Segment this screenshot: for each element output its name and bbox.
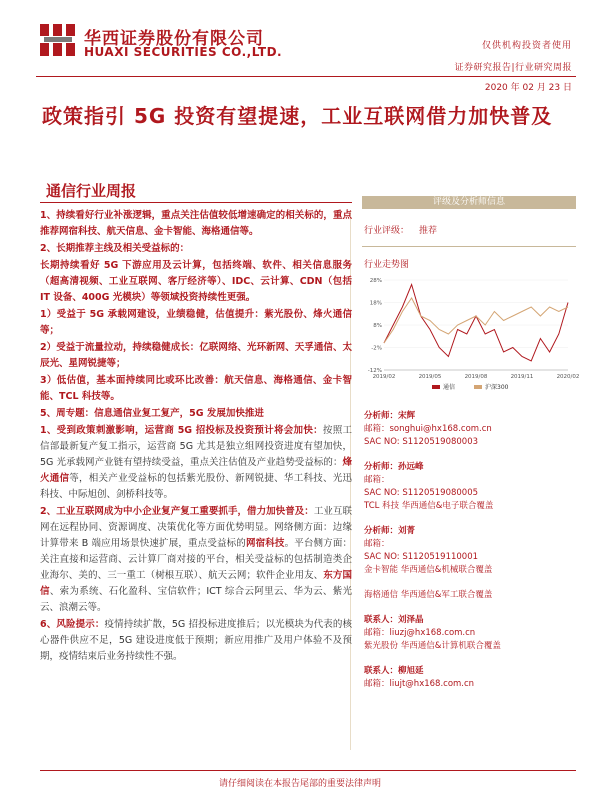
- paragraph-heading: 2、工业互联网成为中小企业复产复工重要抓手，借力加快普及：: [40, 506, 314, 517]
- legend-label: 沪深300: [485, 384, 509, 391]
- x-tick-label: 2020/02: [556, 374, 580, 380]
- analyst-name: 分析师：宋辉: [364, 411, 416, 421]
- chart-title: 行业走势图: [364, 260, 410, 270]
- company-name-cn: 华西证券股份有限公司: [84, 29, 264, 49]
- analyst-coverage: 金卡智能 华西通信&机械联合覆盖: [364, 565, 493, 575]
- x-tick-label: 2019/11: [510, 374, 534, 380]
- analyst-entry: [362, 589, 576, 602]
- paragraph-heading: 1、受到政策刺激影响，运营商 5G 招投标及投资预计将会加快：: [40, 425, 323, 436]
- series-line-telecom: [384, 285, 568, 362]
- report-header: [0, 0, 600, 100]
- analyst-email[interactable]: 邮箱：liujt@hx168.com.cn: [364, 679, 475, 689]
- paragraph-text: 按照工信部最新复产复工指示，运营商 5G 尤其是独立组网投资进度有望加快，5G 光承载网产业链有望持续受益，重点关注估值及产业趋势受益标的：: [40, 425, 352, 468]
- y-tick-label: 28%: [369, 278, 382, 284]
- analyst-list: [362, 410, 576, 691]
- analyst-sac: SAC NO: S1120519080005: [364, 488, 479, 498]
- huaxi-logo-icon: [38, 22, 78, 58]
- analyst-name: 分析师：刘菁: [364, 526, 416, 536]
- x-tick-label: 2019/05: [418, 374, 442, 380]
- analyst-email[interactable]: 邮箱：: [364, 539, 390, 549]
- analyst-entry: [362, 525, 576, 577]
- industry-rating: [362, 209, 576, 247]
- analyst-entry: [362, 614, 576, 653]
- paragraph-text: 工业互联网在远程协同、资源调度、决策优化等方面优势明显。网络侧方面：边缘计算带来 B 端应用场景快速扩展，重点受益标的: [40, 506, 352, 549]
- analyst-entry: [362, 461, 576, 513]
- analyst-name: 联系人：柳旭延: [364, 666, 424, 676]
- x-tick-label: 2019/02: [372, 374, 396, 380]
- body-paragraph: 5、周专题：信息通信业复工复产，5G 发展加快推进: [40, 408, 264, 419]
- body-paragraph: [40, 504, 352, 616]
- paragraph-heading: 6、风险提示：: [40, 619, 105, 630]
- analyst-email[interactable]: 邮箱：: [364, 475, 390, 485]
- highlight-text: 网宿科技: [245, 538, 285, 549]
- report-body: [40, 208, 352, 666]
- analyst-entry: [362, 410, 576, 449]
- body-paragraph: 长期持续看好 5G 下游应用及云计算，包括终端、软件、相关信息服务（超高清视频、工业互联网、客厅经济等）、IDC、云计算、CDN（包括 IT 设备、400G 光模块）等领域投资持续性更强。: [40, 260, 352, 303]
- footer-divider: [40, 770, 576, 771]
- paragraph-text: 等，相关产业受益标的包括紫光股份、新网锐捷、华工科技、光迅科技、中际旭创、剑桥科技等。: [40, 473, 352, 500]
- analyst-coverage: 紫光股份 华西通信&计算机联合覆盖: [364, 641, 501, 651]
- sidebar: [362, 196, 580, 691]
- subtitle-divider: [40, 202, 352, 203]
- y-tick-label: 8%: [373, 323, 382, 329]
- analyst-entry: [362, 665, 576, 691]
- body-paragraph: 3）低估值，基本面持续同比或环比改善：航天信息、海格通信、金卡智能、TCL 科技等。: [40, 375, 352, 402]
- analyst-email[interactable]: 邮箱：songhui@hx168.com.cn: [364, 424, 492, 434]
- highlight-text: 烽火通信: [40, 457, 352, 484]
- rating-label: 行业评级：: [364, 226, 410, 236]
- analyst-sac: SAC NO: S1120519080003: [364, 437, 479, 447]
- series-line-csi300: [384, 298, 568, 343]
- sidebar-heading: 评级及分析师信息: [362, 196, 576, 209]
- report-type: 证券研究报告|行业研究周报: [454, 63, 572, 73]
- rating-value: 推荐: [419, 226, 438, 236]
- trend-chart-svg: [362, 274, 580, 394]
- analyst-sac: SAC NO: S1120519110001: [364, 552, 479, 562]
- audience-note: 仅供机构投资者使用: [481, 41, 572, 51]
- highlight-text: 东方国信: [40, 570, 352, 597]
- analyst-email[interactable]: 邮箱：liuzj@hx168.com.cn: [364, 628, 476, 638]
- body-paragraph: [40, 423, 352, 503]
- legend-swatch: [432, 385, 440, 389]
- analyst-name: 分析师：孙远峰: [364, 462, 424, 472]
- body-paragraph: 1、持续看好行业补涨逻辑，重点关注估值较低增速确定的相关标的，重点推荐网宿科技、航天信息、金卡智能、海格通信等。: [40, 210, 352, 237]
- y-tick-label: -12%: [367, 368, 382, 374]
- legend-swatch: [474, 385, 482, 389]
- y-tick-label: 18%: [369, 300, 382, 307]
- body-paragraph: 1）受益于 5G 承载网建设，业绩稳健，估值提升：紫光股份、烽火通信等；: [40, 309, 352, 336]
- body-paragraph: 2、长期推荐主线及相关受益标的：: [40, 243, 190, 254]
- trend-chart: [362, 274, 580, 398]
- company-name-en: HUAXI SECURITIES CO.,LTD.: [84, 45, 283, 59]
- report-subtitle: 通信行业周报: [46, 182, 137, 200]
- paragraph-text: 。平台侧方面：关注直接和运营商、云计算厂商对接的平台，相关受益标的包括制造类企业海尔、美的、三一重工（树根互联）、航天云网；软件企业用友、: [40, 538, 352, 581]
- body-paragraph: [40, 617, 352, 665]
- paragraph-text: 、索为系统、石化盈科、宝信软件；ICT 综合云阿里云、华为云、紫光云、浪潮云等。: [40, 586, 352, 613]
- x-tick-label: 2019/08: [464, 374, 488, 380]
- report-date: 2020 年 02 月 23 日: [484, 83, 572, 93]
- legal-notice: 请仔细阅读在本报告尾部的重要法律声明: [218, 779, 381, 789]
- body-paragraph: 2）受益于流量拉动，持续稳健成长：亿联网络、光环新网、天孚通信、太辰光、星网锐捷等；: [40, 342, 352, 369]
- analyst-coverage: 海格通信 华西通信&军工联合覆盖: [364, 590, 493, 600]
- legend-label: 通信: [443, 384, 456, 391]
- paragraph-text: 疫情持续扩散，5G 招投标进度推后；以光模块为代表的核心器件供应不足，5G 建设进度低于预期；新应用推广及用户体验不及预期，疫情结束后业务持续性不强。: [40, 619, 352, 662]
- analyst-coverage: TCL 科技 华西通信&电子联合覆盖: [364, 501, 494, 511]
- y-tick-label: -2%: [371, 345, 382, 352]
- report-title: 政策指引 5G 投资有望提速，工业互联网借力加快普及: [42, 104, 553, 128]
- header-divider: [36, 76, 576, 77]
- analyst-name: 联系人：刘泽晶: [364, 615, 424, 625]
